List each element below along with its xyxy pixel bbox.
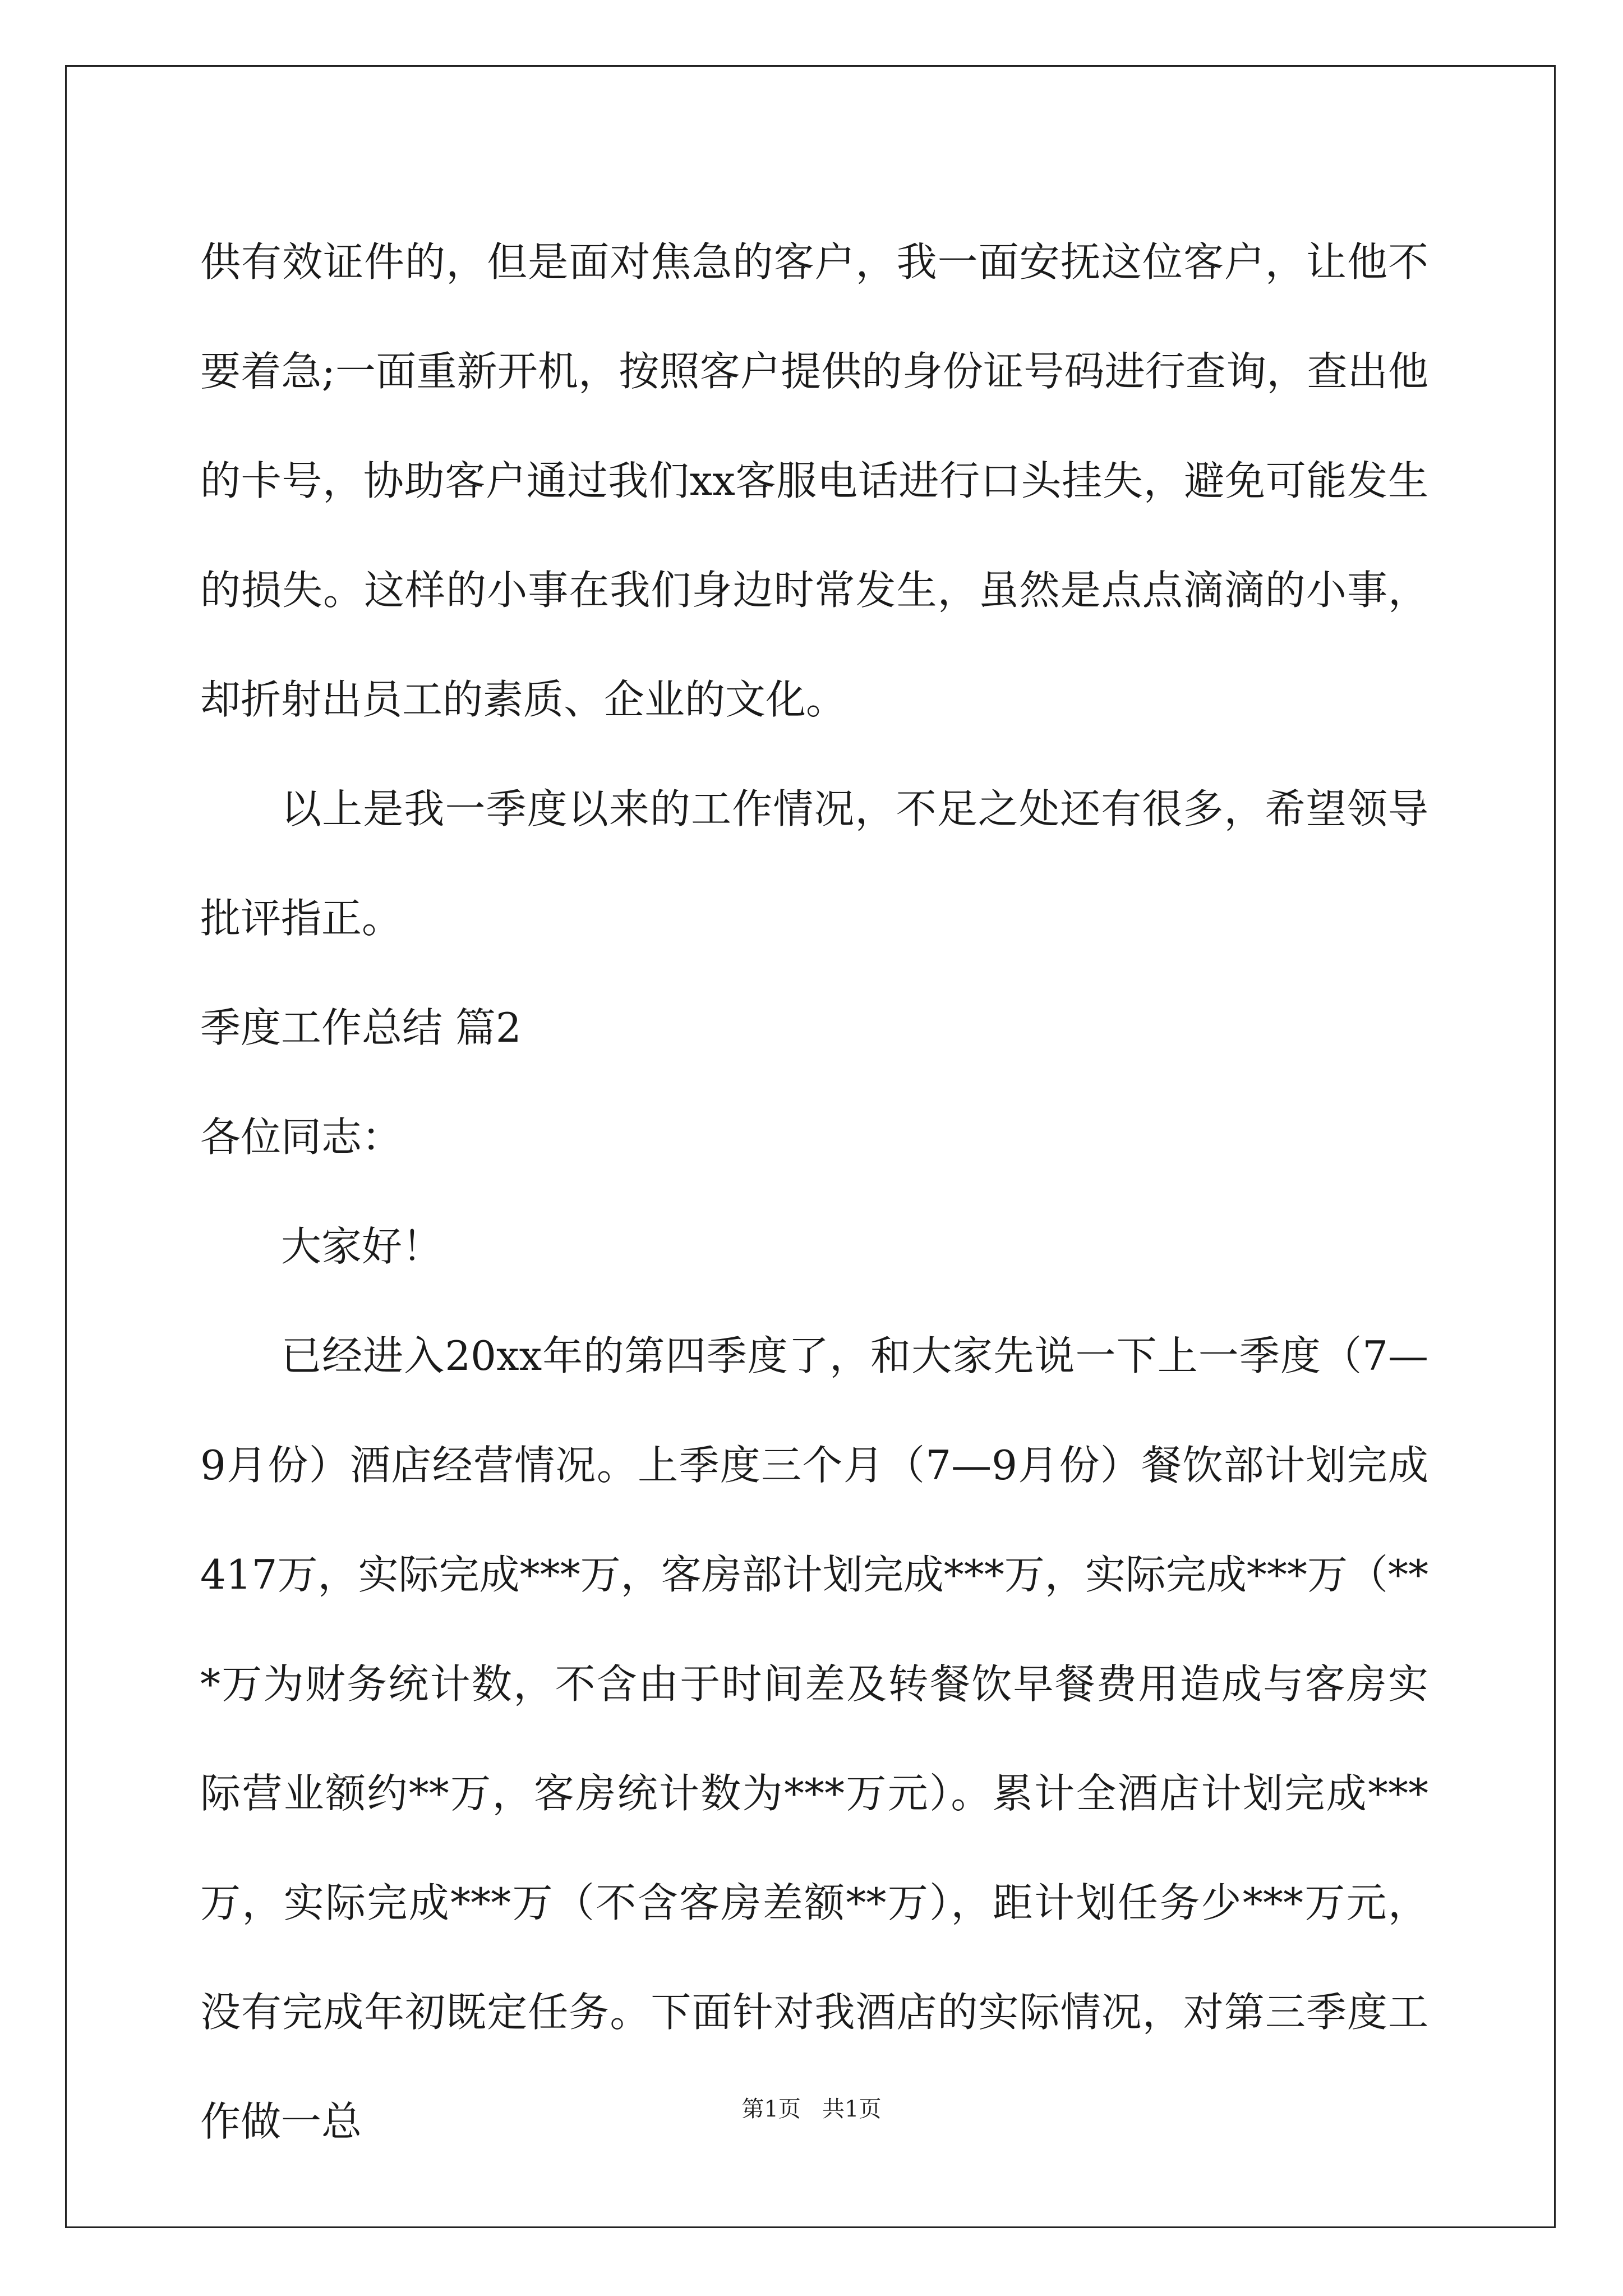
paragraph-3: 已经进入20xx年的第四季度了，和大家先说一下上一季度（7—9月份）酒店经营情况。上季度三个月（7—9月份）餐饮部计划完成417万，实际完成***万，客房部计划完成***万，实际完成***万（***万为财务统计数，不含由于时间差及转餐饮早餐费用造成与客房实际营业额约**万，客房统计数为***万元）。累计全酒店计划完成***万，实际完成***万（不含客房差额**万），距计划任务少***万元，没有完成年初既定任务。下面针对我酒店的实际情况，对第三季度工作做一总 — [200, 1332, 1428, 2145]
section-heading: 季度工作总结 篇2 — [200, 1004, 522, 1051]
greeting: 大家好！ — [281, 1223, 443, 1270]
paragraph-2: 以上是我一季度以来的工作情况，不足之处还有很多，希望领导批评指正。 — [200, 785, 1428, 942]
document-body — [200, 208, 1428, 2177]
page-footer: 第1页 共1页 — [741, 2096, 882, 2122]
paragraph-1: 供有效证件的，但是面对焦急的客户，我一面安抚这位客户，让他不要着急;一面重新开机，按照客户提供的身份证号码进行查询，查出他的卡号，协助客户通过我们xx客服电话进行口头挂失，避免可能发生的损失。这样的小事在我们身边时常发生，虽然是点点滴滴的小事，却折射出员工的素质、企业的文化。 — [200, 238, 1428, 723]
salutation: 各位同志： — [200, 1114, 403, 1161]
